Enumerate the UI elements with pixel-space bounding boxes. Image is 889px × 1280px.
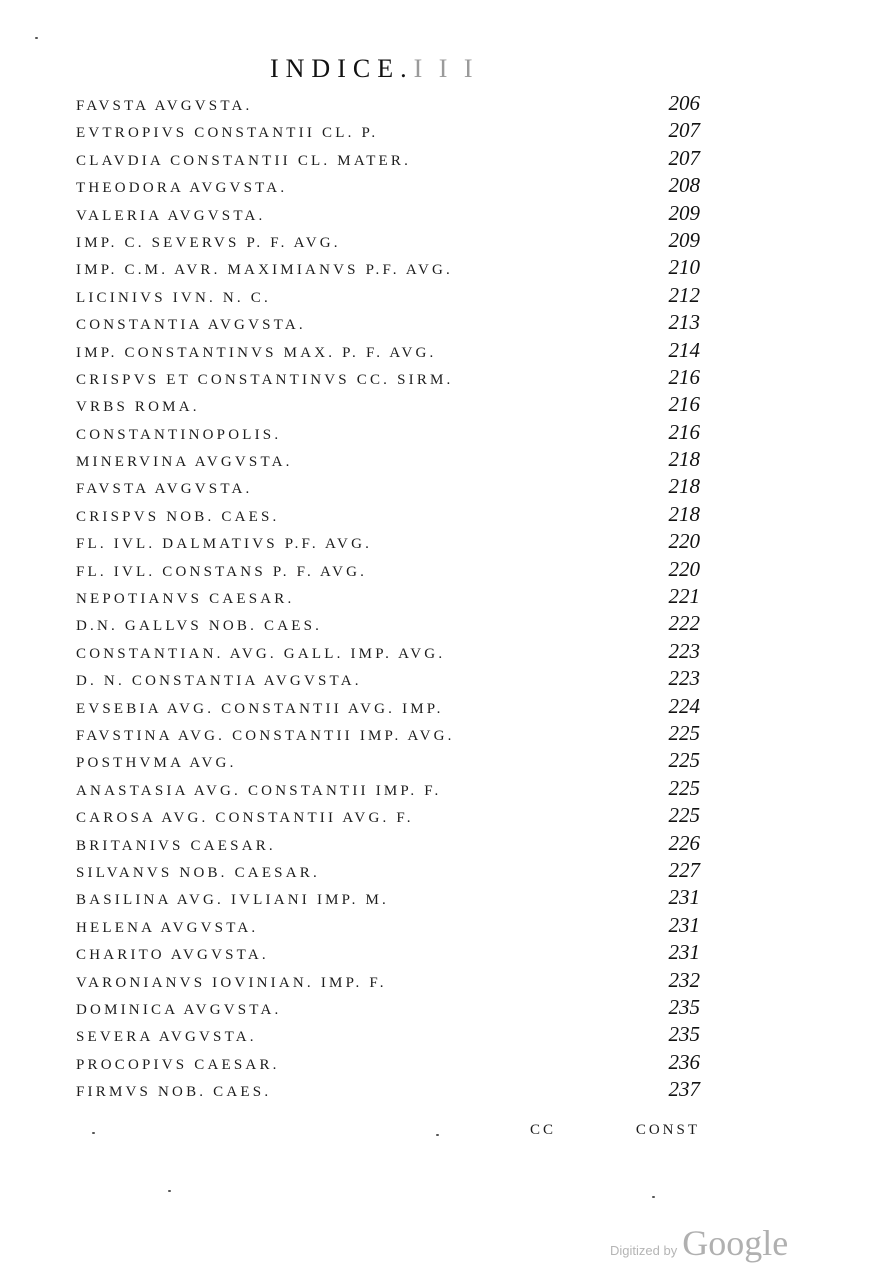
index-entry xyxy=(76,994,700,1021)
index-entry xyxy=(76,473,700,500)
entry-name: IMP. CONSTANTINVS MAX. P. F. AVG. xyxy=(76,344,437,361)
digitized-by-label: Digitized by xyxy=(610,1243,678,1258)
index-entry xyxy=(76,583,700,610)
entry-name: CONSTANTIAN. AVG. GALL. IMP. AVG. xyxy=(76,645,446,662)
index-entry xyxy=(76,665,700,692)
scan-speck xyxy=(436,1134,439,1136)
google-logo: Google xyxy=(682,1223,789,1263)
index-entry xyxy=(76,830,700,857)
entry-name: EVTROPIVS CONSTANTII CL. P. xyxy=(76,125,379,142)
index-entry xyxy=(76,693,700,720)
index-entry xyxy=(76,610,700,637)
entry-name: BRITANIVS CAESAR. xyxy=(76,837,276,854)
entry-page-number: 214 xyxy=(668,337,700,362)
index-entry xyxy=(76,802,700,829)
entry-page-number: 206 xyxy=(668,91,700,115)
entry-page-number: 208 xyxy=(668,173,700,198)
entry-name: NEPOTIANVS CAESAR. xyxy=(76,591,295,608)
entry-name: FAVSTA AVGVSTA. xyxy=(76,481,253,498)
entry-page-number: 225 xyxy=(668,775,700,800)
entry-page-number: 213 xyxy=(668,310,700,335)
entry-page-number: 222 xyxy=(668,611,700,636)
entry-page-number: 216 xyxy=(668,364,700,389)
entry-name: D.N. GALLVS NOB. CAES. xyxy=(76,618,323,635)
entry-page-number: 231 xyxy=(668,912,700,937)
index-entry xyxy=(76,337,700,364)
entry-name: FL. IVL. DALMATIVS P.F. AVG. xyxy=(76,536,373,553)
scan-speck xyxy=(652,1196,655,1198)
entry-page-number: 226 xyxy=(668,830,700,855)
entry-page-number: 236 xyxy=(668,1049,700,1074)
entry-name: CLAVDIA CONSTANTII CL. MATER. xyxy=(76,152,412,169)
entry-page-number: 221 xyxy=(668,584,700,609)
entry-page-number: 209 xyxy=(668,200,700,225)
entry-page-number: 237 xyxy=(668,1077,700,1102)
entry-name: D. N. CONSTANTIA AVGVSTA. xyxy=(76,673,362,690)
entry-page-number: 218 xyxy=(668,501,700,526)
entry-name: EVSEBIA AVG. CONSTANTII AVG. IMP. xyxy=(76,700,444,717)
title-text: INDICE. xyxy=(270,54,414,83)
page-title xyxy=(270,54,478,84)
entry-name: CAROSA AVG. CONSTANTII AVG. F. xyxy=(76,810,414,827)
index-entry xyxy=(76,282,700,309)
entry-name: PROCOPIVS CAESAR. xyxy=(76,1056,280,1073)
entry-name: CONSTANTIA AVGVSTA. xyxy=(76,317,306,334)
entry-page-number: 231 xyxy=(668,885,700,910)
index-entry xyxy=(76,1076,700,1103)
entry-page-number: 216 xyxy=(668,392,700,417)
entry-name: IMP. C. SEVERVS P. F. AVG. xyxy=(76,234,341,251)
scan-speck xyxy=(35,37,38,39)
index-entry xyxy=(76,556,700,583)
entry-name: DOMINICA AVGVSTA. xyxy=(76,1001,282,1018)
entry-name: VRBS ROMA. xyxy=(76,399,200,416)
index-entry xyxy=(76,775,700,802)
index-entry xyxy=(76,90,700,117)
entry-page-number: 225 xyxy=(668,748,700,773)
index-entry xyxy=(76,446,700,473)
entry-page-number: 216 xyxy=(668,419,700,444)
entry-name: IMP. C.M. AVR. MAXIMIANVS P.F. AVG. xyxy=(76,262,453,279)
title-faint-numeral: I I I xyxy=(413,54,478,83)
index-entry xyxy=(76,528,700,555)
entry-name: FL. IVL. CONSTANS P. F. AVG. xyxy=(76,563,368,580)
index-entry xyxy=(76,117,700,144)
index-entry xyxy=(76,227,700,254)
entry-name: FAVSTINA AVG. CONSTANTII IMP. AVG. xyxy=(76,727,455,744)
index-entry xyxy=(76,501,700,528)
page-footer xyxy=(530,1122,700,1139)
entry-page-number: 207 xyxy=(668,118,700,143)
entry-name: SILVANVS NOB. CAESAR. xyxy=(76,864,320,881)
entry-page-number: 235 xyxy=(668,994,700,1019)
index-entry xyxy=(76,309,700,336)
entry-name: VARONIANVS IOVINIAN. IMP. F. xyxy=(76,974,387,991)
entry-name: FIRMVS NOB. CAES. xyxy=(76,1084,272,1101)
entry-name: VALERIA AVGVSTA. xyxy=(76,207,266,224)
scan-speck xyxy=(92,1132,95,1134)
index-entry xyxy=(76,884,700,911)
entry-page-number: 225 xyxy=(668,803,700,828)
entry-name: HELENA AVGVSTA. xyxy=(76,919,259,936)
entry-page-number: 218 xyxy=(668,474,700,499)
entry-name: CONSTANTINOPOLIS. xyxy=(76,426,282,443)
index-entry xyxy=(76,1049,700,1076)
entry-page-number: 212 xyxy=(668,282,700,307)
entry-name: ANASTASIA AVG. CONSTANTII IMP. F. xyxy=(76,782,442,799)
entry-page-number: 207 xyxy=(668,145,700,170)
index-entry xyxy=(76,200,700,227)
entry-name: FAVSTA AVGVSTA. xyxy=(76,98,253,114)
index-entry xyxy=(76,364,700,391)
digitized-by-google-watermark xyxy=(610,1222,788,1264)
index-entry xyxy=(76,419,700,446)
index-entry xyxy=(76,1021,700,1048)
entry-name: LICINIVS IVN. N. C. xyxy=(76,289,271,306)
index-entry xyxy=(76,912,700,939)
index-entry xyxy=(76,145,700,172)
entry-page-number: 220 xyxy=(668,529,700,554)
entry-name: SEVERA AVGVSTA. xyxy=(76,1029,257,1046)
entry-page-number: 235 xyxy=(668,1022,700,1047)
entry-page-number: 231 xyxy=(668,940,700,965)
index-entry xyxy=(76,967,700,994)
entry-name: CRISPVS NOB. CAES. xyxy=(76,508,280,525)
entry-name: POSTHVMA AVG. xyxy=(76,755,237,772)
entry-page-number: 227 xyxy=(668,857,700,882)
index-entry xyxy=(76,254,700,281)
index-entry xyxy=(76,939,700,966)
entry-page-number: 209 xyxy=(668,227,700,252)
entry-page-number: 218 xyxy=(668,447,700,472)
entry-name: MINERVINA AVGVSTA. xyxy=(76,454,293,471)
index-list xyxy=(76,90,700,1103)
entry-page-number: 223 xyxy=(668,638,700,663)
entry-page-number: 224 xyxy=(668,693,700,718)
scan-speck xyxy=(168,1190,171,1192)
entry-page-number: 220 xyxy=(668,556,700,581)
entry-name: CHARITO AVGVSTA. xyxy=(76,947,269,964)
entry-page-number: 223 xyxy=(668,666,700,691)
index-entry xyxy=(76,172,700,199)
signature-mark: CC xyxy=(530,1122,557,1138)
index-entry xyxy=(76,857,700,884)
entry-page-number: 225 xyxy=(668,720,700,745)
index-entry xyxy=(76,720,700,747)
entry-name: CRISPVS ET CONSTANTINVS CC. SIRM. xyxy=(76,371,454,388)
entry-page-number: 210 xyxy=(668,255,700,280)
entry-page-number: 232 xyxy=(668,967,700,992)
index-entry xyxy=(76,638,700,665)
entry-name: BASILINA AVG. IVLIANI IMP. M. xyxy=(76,892,389,909)
entry-name: THEODORA AVGVSTA. xyxy=(76,180,288,197)
index-entry xyxy=(76,747,700,774)
catchword: CONST xyxy=(635,1122,700,1138)
index-entry xyxy=(76,391,700,418)
